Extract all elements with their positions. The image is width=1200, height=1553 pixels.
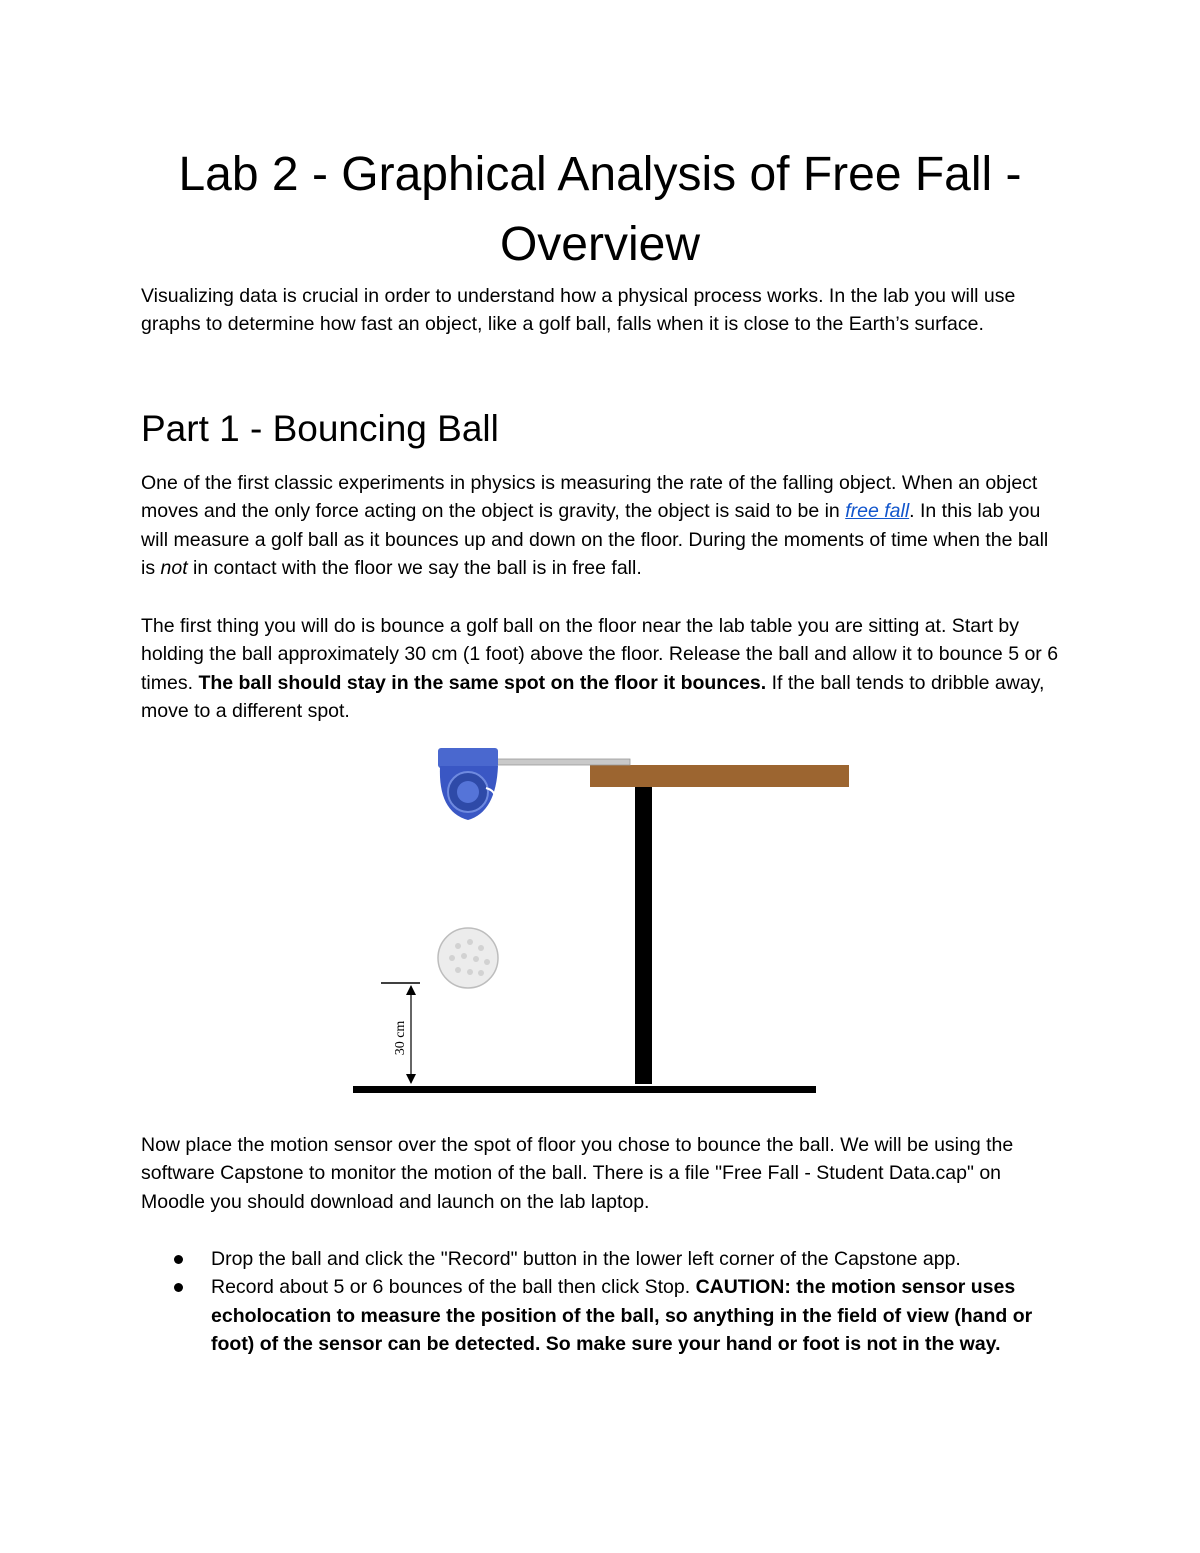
bullet-icon [174,1283,183,1292]
golf-ball-icon [438,928,498,988]
list-item [141,1273,1061,1358]
table-top [590,765,849,787]
motion-sensor-icon [438,748,498,820]
part1-p2-bold: The ball should stay in the same spot on the floor it bounces. [198,671,767,694]
bullet-1-text: Drop the ball and click the "Record" button in the lower left corner of the Capstone app. [211,1248,961,1270]
part1-heading: Part 1 - Bouncing Ball [141,408,499,449]
part1-p1-emphasis: not [160,557,188,580]
part1-p1-text-c: in contact with the floor we say the ball is in free fall. [187,557,642,580]
part1-p2-text-a: The first thing you will do is bounce a golf ball on the floor near the lab table you are sitting at. Start by holding the ball approximately 30 cm (1 foot) above the floor. Release the ball and allow it to bounce 5 or 6 times. [141,615,1059,694]
bullet-2-text: Record about 5 or 6 bounces of the ball then click Stop. [211,1276,696,1299]
part1-paragraph-3: Now place the motion sensor over the spot of floor you chose to bounce the ball. We will be using the software Capstone to monitor the motion of the ball. There is a file "Free Fall - Student Data.cap" on Moodle you should download and launch on the lab laptop. [141,1134,1014,1213]
free-fall-link[interactable]: free fall [845,500,910,523]
floor-line [353,1086,816,1093]
part1-p2-text-b: If the ball tends to dribble away, move to a different spot. [141,671,1045,723]
part1-p1-text-b: . In this lab you will measure a golf ball as it bounces up and down on the floor. During the moments of time when the ball is [141,500,1049,580]
height-label: 30 cm [393,1020,408,1056]
page-title: Lab 2 - Graphical Analysis of Free Fall - Overview [178,148,1022,271]
bullet-icon [174,1255,183,1264]
part1-p1-text-a: One of the first classic experiments in physics is measuring the rate of the falling object. When an object moves and the only force acting on the object is gravity, the object is said to be in [141,472,1038,523]
instruction-list [141,1245,1061,1359]
list-item [141,1245,1061,1273]
intro-paragraph: Visualizing data is crucial in order to understand how a physical process works. In the lab you will use graphs to determine how fast an object, like a golf ball, falls when it is close to the Earth’s surface. [141,285,1016,336]
caution-text: CAUTION: the motion sensor uses echolocation to measure the position of the ball, so anything in the field of view (hand or foot) of the sensor can be detected. So make sure your hand or foot is not in the way. [211,1276,1033,1356]
table-leg [635,786,652,1084]
